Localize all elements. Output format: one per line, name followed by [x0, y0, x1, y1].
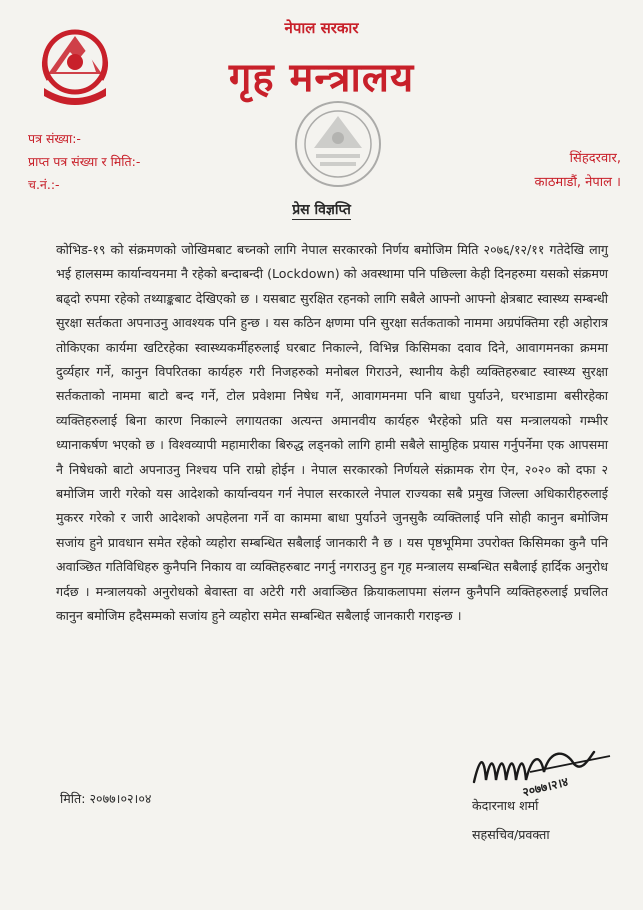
signature-date: २०७७।२।४	[521, 774, 570, 800]
signer-name: केदारनाथ शर्मा	[472, 798, 539, 813]
government-heading: नेपाल सरकार	[284, 19, 359, 37]
address-location: सिंहदरवार,	[569, 151, 621, 166]
ministry-seal-icon	[292, 98, 384, 190]
issue-date: मिति: २०७७।०२।०४	[60, 791, 152, 806]
dispatch-number-label: च.नं.:-	[28, 177, 60, 192]
address-block	[535, 148, 621, 196]
ministry-heading: गृह मन्त्रालय	[228, 55, 415, 101]
received-letter-label: प्राप्त पत्र संख्या र मिति:-	[28, 154, 141, 169]
signer-title: सहसचिव/प्रवक्ता	[472, 827, 550, 842]
letter-reference-block	[28, 130, 140, 199]
document-title-text: प्रेस विज्ञप्ति	[292, 202, 351, 218]
address-city: काठमाडौं, नेपाल ।	[534, 175, 621, 190]
press-release-body: कोभिड-१९ को संक्रमणको जोखिमबाट बच्नको लागि नेपाल सरकारको निर्णय बमोजिम मिति २०७६/१२/११ गतेदेखि लागु भई हालसम्म कार्यान्वयनमा नै रहेको बन्दाबन्दी (Lockdown) को अवस्थामा पनि पछिल्ला केही दिनहरुमा यसको संक्रमण बढ्दो रुपमा रहेको तथ्याङ्कबाट देखिएको छ । यसबाट सुरक्षित रहनको लागि सबैले आफ्नो आफ्नो क्षेत्रबाट स्वास्थ्य सम्बन्धी सुरक्षा सर्तकता अपनाउनु आवश्यक पनि हुन्छ । यस कठिन क्षणमा पनि सुरक्षा सर्तकताको नाममा अग्रपंक्तिमा रही अहोरात्र तोकिएका कार्यमा खटिरहेका स्वास्थ्यकर्मीहरुलाई घरबाट निकाल्ने, विभिन्न किसिमका दवाव दिने, आवागमनका क्रममा दुर्व्यहार गर्ने, कानुन विपरितका कार्यहरु गरी निजहरुको मनोबल गिराउने, स्थानीय केही व्यक्तिहरुबाट स्वास्थ्य सुरक्षा सर्तकताको नाममा बाटो बन्द गर्ने, टोल प्रवेशमा निषेध गर्ने, आवागमनमा पनि बाधा पुर्याउने, घरभाडामा बसीरहेका व्यक्तिहरुलाई बिना कारण निकाल्ने लगायतका अत्यन्त अमानवीय कार्यहरु भैरहेको प्रति यस मन्त्रालयको गम्भीर ध्यानाकर्षण भएको छ । विश्वव्यापी महामारीका बिरुद्ध लड्नको लागि हामी सबैले सामुहिक प्रयास गर्नुपर्नेमा एक आपसमा नै निषेधको बाटो अपनाउनु निश्चय पनि राम्रो होईन । नेपाल सरकारको निर्णयले संक्रामक रोग ऐन, २०२० को दफा २ बमोजिम जारी गरेको यस आदेशको कार्यान्वयन गर्न नेपाल सरकारले नेपाल राज्यका सबै प्रमुख जिल्ला अधिकारीहरुलाई मुकरर गरेको र जारी आदेशको अपहेलना गर्ने वा काममा बाधा पुर्याउने जुनसुकै व्यक्तिलाई पनि सोही कानुन बमोजिम सजांय हुने प्रावधान समेत रहेको व्यहोरा सम्बन्धित सबैलाई जानकारी नै छ । यस पृष्ठभूमिमा उपरोक्त किसिमका कुनै पनि अवाञ्छित गतिविधिहरु कुनैपनि निकाय वा व्यक्तिहरुबाट नगर्नु नगराउनु हुन गृह मन्त्रालय सम्बन्धित सबैलाई हार्दिक अनुरोध गर्दछ । मन्त्रालयको अनुरोधको बेवास्ता वा अटेरी गरी अवाञ्छित क्रियाकलापमा संलग्न कुनैपनि व्यक्तिहरुलाई प्रचलित कानुन बमोजिम हदैसम्मको सजांय हुने व्यहोरा समेत सम्बन्धित सबैलाई जानकारी गराइन्छ ।	[56, 242, 608, 624]
letter-number-label: पत्र संख्या:-	[28, 131, 81, 146]
document-title	[0, 200, 643, 219]
